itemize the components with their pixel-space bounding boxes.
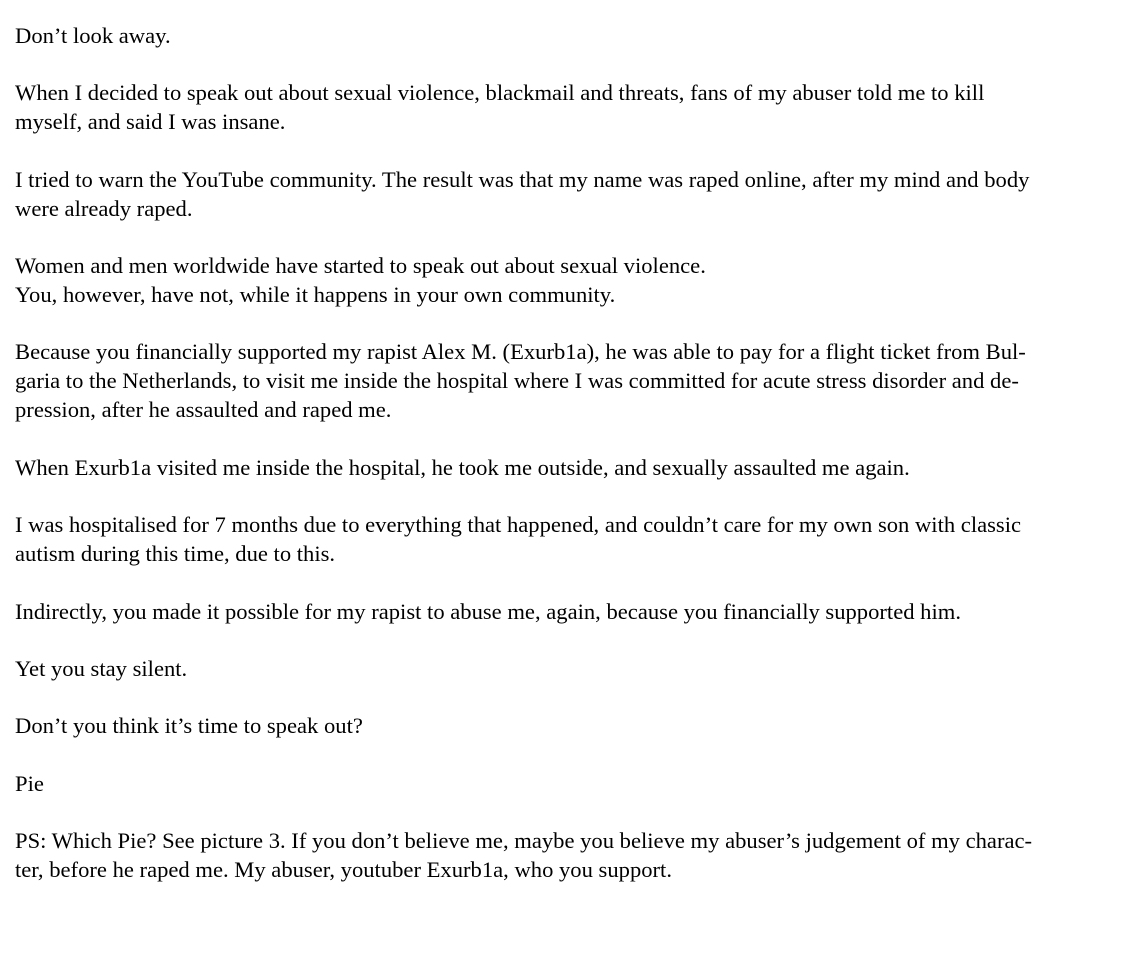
paragraph-opening: Don’t look away.: [15, 23, 171, 48]
paragraph-postscript: PS: Which Pie? See picture 3. If you don’t believe me, maybe you believe my abuser’s judgement of my charac- ter, before he raped me. My abuser, youtuber Exurb1a, who you support.: [15, 828, 1033, 882]
paragraph-indirectly: Indirectly, you made it possible for my rapist to abuse me, again, because you financially supported him.: [15, 599, 961, 624]
paragraph-worldwide: Women and men worldwide have started to speak out about sexual violence. You, however, have not, while it happens in your own community.: [15, 253, 706, 307]
paragraph-speaking-out: When I decided to speak out about sexual violence, blackmail and threats, fans of my abuser told me to kill myself, and said I was insane.: [15, 80, 985, 134]
paragraph-question: Don’t you think it’s time to speak out?: [15, 713, 363, 738]
paragraph-warning-community: I tried to warn the YouTube community. The result was that my name was raped online, after my mind and body were already raped.: [15, 167, 1030, 221]
paragraph-silent: Yet you stay silent.: [15, 656, 188, 681]
paragraph-financial-support: Because you financially supported my rapist Alex M. (Exurb1a), he was able to pay for a flight ticket from Bul- garia to the Netherlands, to visit me inside the hospital where I was committed for acute stress disorder and de- pression, after he assaulted and raped me.: [15, 339, 1026, 422]
paragraph-signature: Pie: [15, 771, 44, 796]
paragraph-hospitalised: I was hospitalised for 7 months due to everything that happened, and couldn’t care for my own son with classic autism during this time, due to this.: [15, 512, 1022, 566]
paragraph-hospital-visit: When Exurb1a visited me inside the hospital, he took me outside, and sexually assaulted me again.: [15, 455, 910, 480]
